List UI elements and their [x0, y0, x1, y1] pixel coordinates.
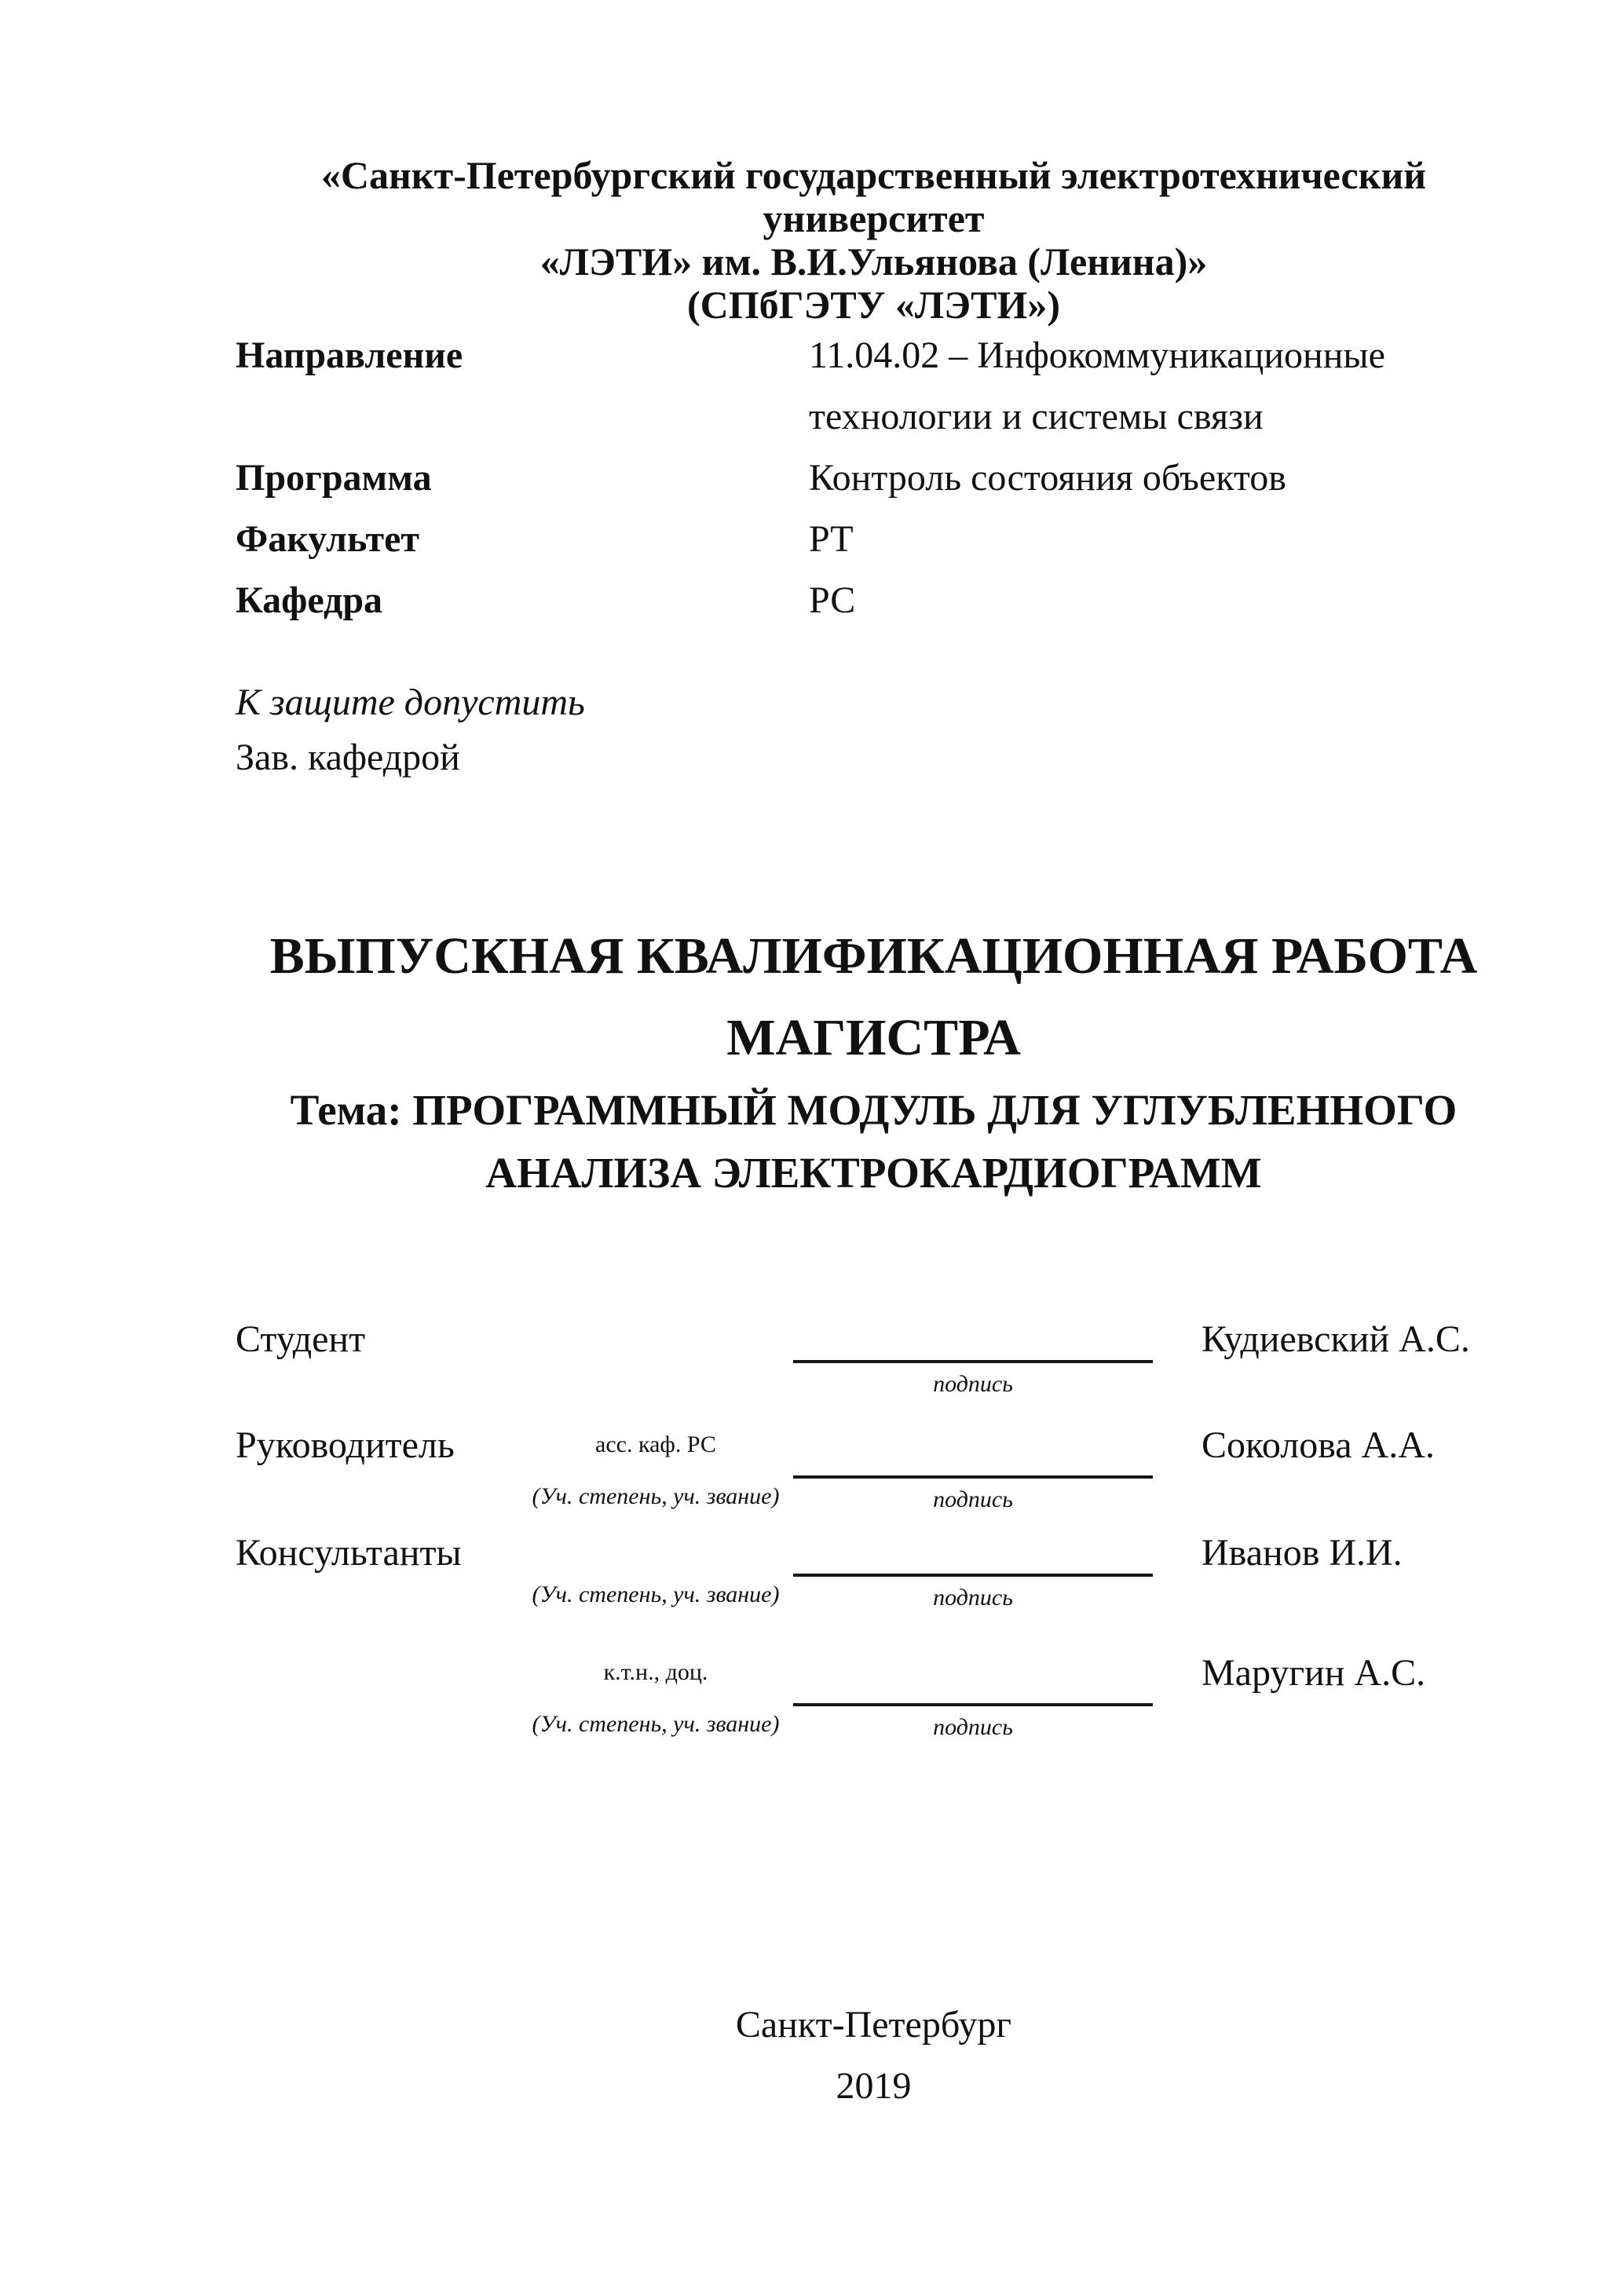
role-label-empty: [236, 1653, 518, 1741]
university-name-line-2: «ЛЭТИ» им. В.И.Ульянова (Ленина)»: [540, 239, 1208, 283]
thesis-title-line-1: ВЫПУСКНАЯ КВАЛИФИКАЦИОННАЯ РАБОТА: [269, 927, 1478, 985]
signatory-name-consultant-2: Маругин А.С.: [1202, 1652, 1426, 1694]
field-value-direction: 11.04.02 – Инфокоммуникационные технологии и системы связи: [809, 335, 1385, 437]
signature-line: [793, 1653, 1153, 1706]
credential-label: к.т.н., доц.: [603, 1659, 708, 1685]
footer-block: [236, 1994, 1512, 2117]
signature-cell: [793, 1319, 1153, 1398]
thesis-theme-line-1: Тема: ПРОГРАММНЫЙ МОДУЛЬ ДЛЯ УГЛУБЛЕННОГО: [290, 1086, 1458, 1134]
credential-caption: (Уч. степень, уч. звание): [532, 1581, 780, 1607]
field-label-direction: Направление: [236, 335, 463, 376]
signatory-name-consultant-1: Иванов И.И.: [1202, 1532, 1403, 1574]
field-value-program: Контроль состояния объектов: [809, 457, 1286, 499]
signatory-name-supervisor: Соколова А.А.: [1202, 1424, 1435, 1466]
thesis-theme-line-2: АНАЛИЗА ЭЛЕКТРОКАРДИОГРАММ: [485, 1149, 1262, 1197]
field-row-direction: [236, 325, 1512, 448]
signature-caption: подпись: [933, 1585, 1013, 1610]
thesis-title-line-2: МАГИСТРА: [726, 1009, 1021, 1066]
signature-caption: подпись: [933, 1371, 1013, 1397]
credential-cell: [518, 1319, 793, 1398]
role-label-supervisor: Руководитель: [236, 1424, 455, 1466]
admission-block: [236, 675, 1512, 785]
signature-line: [793, 1533, 1153, 1577]
credential-caption: (Уч. степень, уч. звание): [532, 1483, 780, 1509]
field-value-department: РС: [809, 579, 856, 621]
department-head-line: Зав. кафедрой: [236, 737, 460, 778]
field-value-faculty: РТ: [809, 518, 854, 560]
credential-cell: [518, 1533, 793, 1611]
signature-cell: [793, 1425, 1153, 1513]
signature-line: [793, 1425, 1153, 1479]
university-header: [236, 154, 1512, 327]
field-row-department: [236, 570, 1512, 631]
field-label-department: Кафедра: [236, 579, 383, 621]
program-fields: [236, 325, 1512, 631]
credential-cell: [518, 1653, 793, 1741]
signature-row-student: [236, 1319, 1512, 1398]
field-label-faculty: Факультет: [236, 518, 419, 560]
admission-permit-line: К защите допустить: [236, 682, 585, 723]
credential-caption: (Уч. степень, уч. звание): [532, 1711, 780, 1737]
university-name-line-1: «Санкт-Петербургский государственный электротехнический университет: [320, 153, 1427, 240]
role-label-student: Студент: [236, 1318, 366, 1360]
credential-cell: [518, 1425, 793, 1513]
signature-row-supervisor: [236, 1425, 1512, 1513]
field-label-program: Программа: [236, 457, 432, 499]
signature-cell: [793, 1533, 1153, 1611]
signature-row-consultant-2: [236, 1653, 1512, 1741]
signature-row-consultant-1: [236, 1533, 1512, 1611]
signature-line: [793, 1319, 1153, 1363]
credential-label: асс. каф. РС: [595, 1431, 716, 1457]
signature-cell: [793, 1653, 1153, 1741]
field-row-program: [236, 448, 1512, 509]
field-row-faculty: [236, 509, 1512, 570]
role-label-consultants: Консультанты: [236, 1532, 462, 1574]
thesis-title-block: [236, 916, 1512, 1205]
signatory-name-student: Кудиевский А.С.: [1202, 1318, 1470, 1360]
signature-caption: подпись: [933, 1486, 1013, 1512]
university-abbreviation: (СПбГЭТУ «ЛЭТИ»): [687, 283, 1060, 327]
city-label: Санкт-Петербург: [735, 2004, 1012, 2046]
signature-caption: подпись: [933, 1714, 1013, 1740]
year-label: 2019: [836, 2065, 912, 2107]
